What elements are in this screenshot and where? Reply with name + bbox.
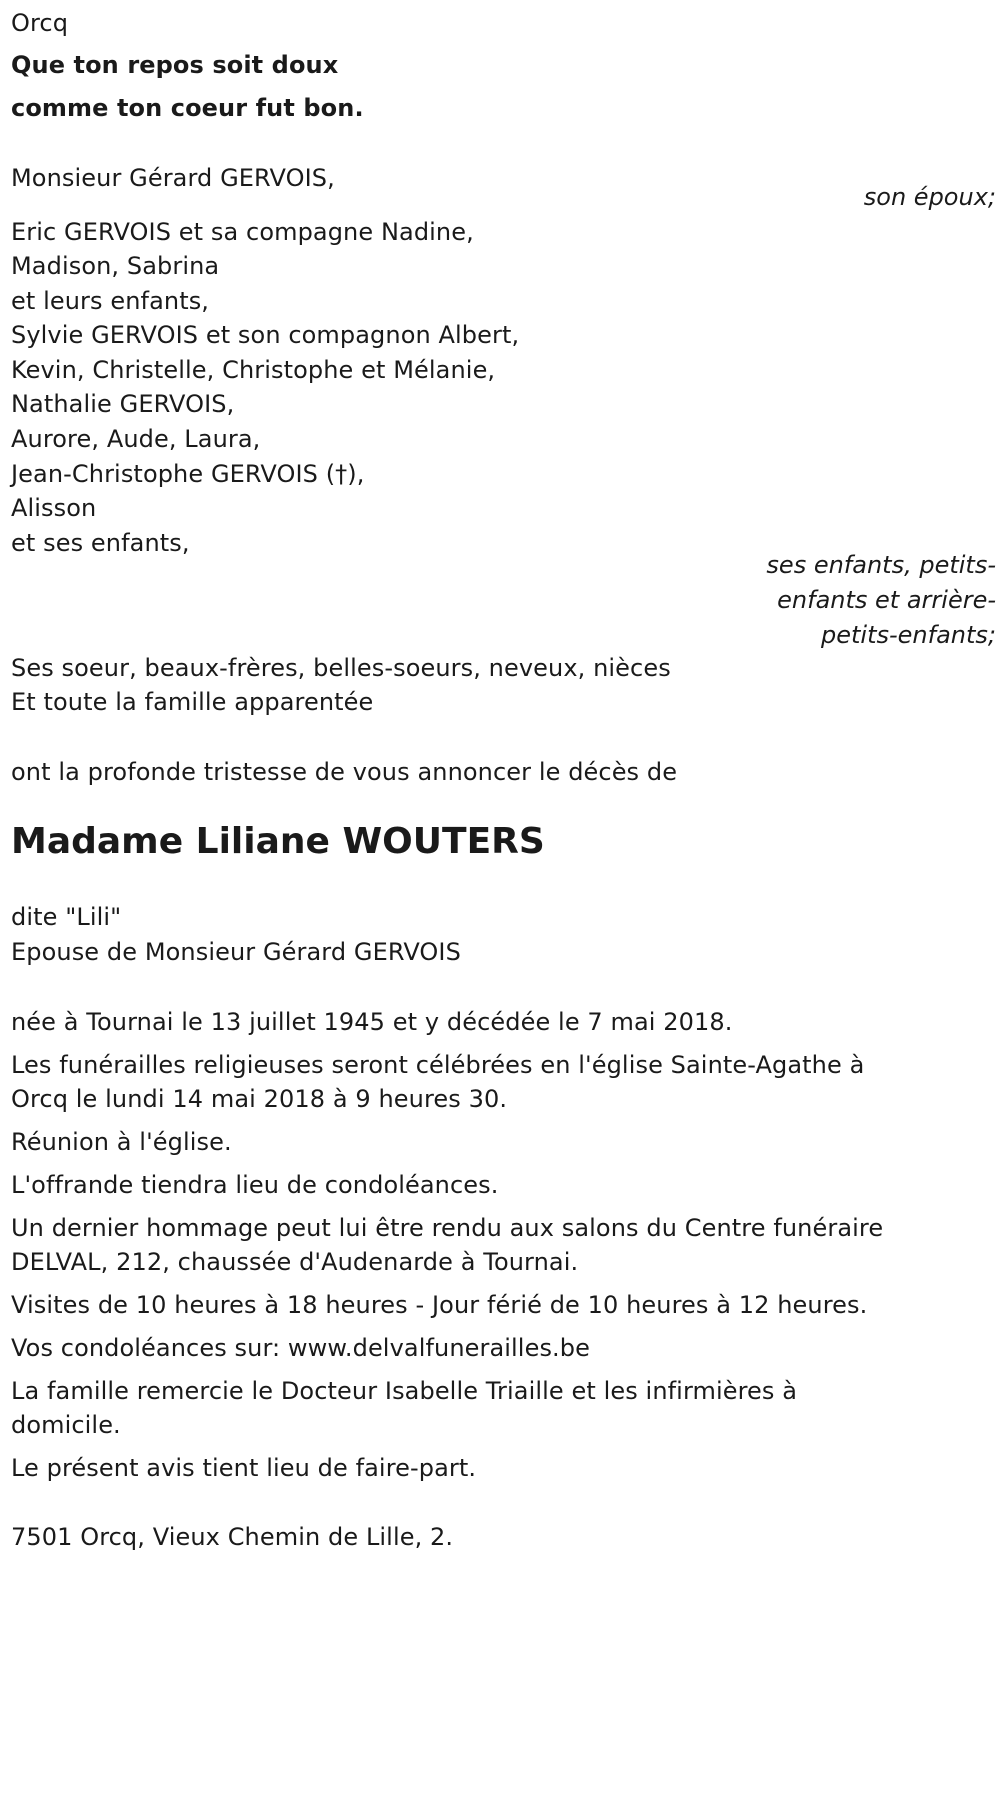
spouse-name: Monsieur Gérard GERVOIS, bbox=[11, 164, 335, 192]
announcement-text: ont la profonde tristesse de vous annoncer le décès de bbox=[11, 758, 678, 786]
family-line: Nathalie GERVOIS, bbox=[11, 390, 235, 418]
family-line: Madison, Sabrina bbox=[11, 252, 220, 280]
family-line: Jean-Christophe GERVOIS (†), bbox=[11, 460, 365, 488]
relatives-line: Ses soeur, beaux-frères, belles-soeurs, neveux, nièces bbox=[11, 654, 671, 682]
condolences-link-line: Vos condoléances sur: www.delvalfunerailles.be bbox=[11, 1334, 590, 1362]
detail-line: Les funérailles religieuses seront célébrées en l'église Sainte-Agathe à bbox=[11, 1051, 865, 1079]
detail-line: domicile. bbox=[11, 1411, 121, 1439]
family-line: Eric GERVOIS et sa compagne Nadine, bbox=[11, 218, 474, 246]
children-role-line: ses enfants, petits- bbox=[766, 551, 996, 579]
detail-line: Réunion à l'église. bbox=[11, 1128, 232, 1156]
detail-line: La famille remercie le Docteur Isabelle Triaille et les infirmières à bbox=[11, 1377, 798, 1405]
location-heading: Orcq bbox=[11, 9, 69, 37]
children-role-line: enfants et arrière- bbox=[777, 586, 996, 614]
family-line: et leurs enfants, bbox=[11, 287, 210, 315]
detail-line: Le présent avis tient lieu de faire-part. bbox=[11, 1454, 477, 1482]
detail-line: née à Tournai le 13 juillet 1945 et y décédée le 7 mai 2018. bbox=[11, 1008, 733, 1036]
relatives-line: Et toute la famille apparentée bbox=[11, 688, 374, 716]
spouse-role: son époux; bbox=[863, 183, 996, 211]
family-line: Sylvie GERVOIS et son compagnon Albert, bbox=[11, 321, 520, 349]
family-line: Alisson bbox=[11, 494, 97, 522]
quote-line-2: comme ton coeur fut bon. bbox=[11, 94, 364, 122]
family-line: Kevin, Christelle, Christophe et Mélanie, bbox=[11, 356, 496, 384]
quote-line-1: Que ton repos soit doux bbox=[11, 51, 339, 79]
detail-line: Visites de 10 heures à 18 heures - Jour férié de 10 heures à 12 heures. bbox=[11, 1291, 868, 1319]
detail-line: Orcq le lundi 14 mai 2018 à 9 heures 30. bbox=[11, 1085, 508, 1113]
deceased-nickname: dite "Lili" bbox=[11, 903, 122, 931]
detail-line: L'offrande tiendra lieu de condoléances. bbox=[11, 1171, 499, 1199]
detail-line: DELVAL, 212, chaussée d'Audenarde à Tournai. bbox=[11, 1248, 579, 1276]
family-line: et ses enfants, bbox=[11, 529, 190, 557]
detail-line: Un dernier hommage peut lui être rendu aux salons du Centre funéraire bbox=[11, 1214, 884, 1242]
deceased-spouse-of: Epouse de Monsieur Gérard GERVOIS bbox=[11, 938, 461, 966]
children-role-line: petits-enfants; bbox=[821, 621, 996, 649]
family-line: Aurore, Aude, Laura, bbox=[11, 425, 261, 453]
deceased-name: Madame Liliane WOUTERS bbox=[11, 821, 545, 862]
address: 7501 Orcq, Vieux Chemin de Lille, 2. bbox=[11, 1523, 454, 1551]
